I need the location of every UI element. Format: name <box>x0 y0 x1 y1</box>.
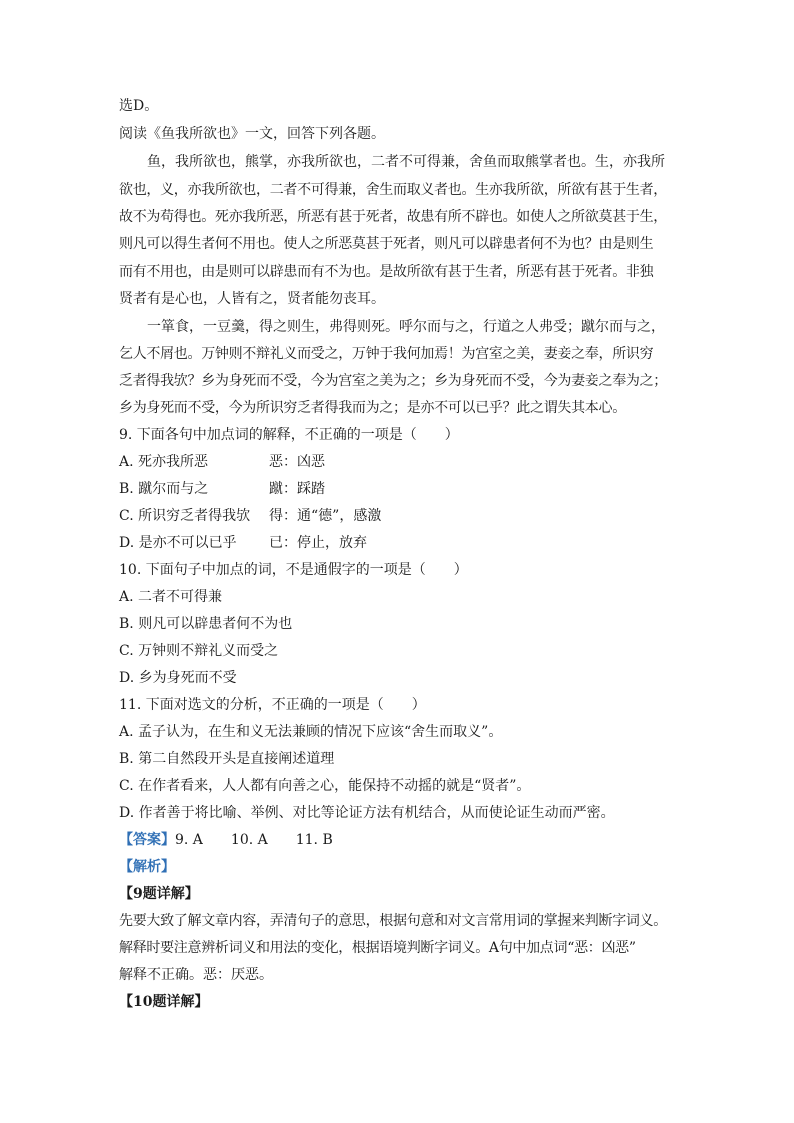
option-gloss: 蹴：踩踏 <box>269 481 325 497</box>
question-11-option-c: C. 在作者看来，人人都有向善之心，能保持不动摇的就是“贤者”。 <box>119 778 531 794</box>
passage-p1-line-2: 欲也，义，亦我所欲也，二者不可得兼，舍生而取义者也。生亦我所欲，所欲有甚于生者， <box>119 182 667 198</box>
passage-p1-line-3: 故不为苟得也。死亦我所恶，所恶有甚于死者，故患有所不辟也。如使人之所欲莫甚于生， <box>119 209 667 225</box>
question-11-option-d: D. 作者善于将比喻、举例、对比等论证方法有机结合，从而使论证生动而严密。 <box>119 805 615 821</box>
passage-p1-line-4: 则凡可以得生者何不用也。使人之所恶莫甚于死者，则凡可以辟患者何不为也？由是则生 <box>119 236 654 252</box>
previous-answer-line: 选D。 <box>119 98 159 114</box>
detail-9-line-3: 解释不正确。恶：厌恶。 <box>119 967 273 983</box>
passage-p1-line-1: 鱼，我所欲也，熊掌，亦我所欲也，二者不可得兼，舍鱼而取熊掌者也。生，亦我所 <box>147 154 665 170</box>
option-gloss: 得：通“德”，感激 <box>269 508 382 524</box>
option-gloss: 已：停止，放弃 <box>269 535 367 551</box>
question-9-option-d <box>119 533 367 553</box>
question-9-option-b <box>119 479 325 499</box>
option-text: B. 蹴尔而与之 <box>119 481 209 497</box>
analysis-tag: 【解析】 <box>119 859 175 875</box>
passage-p1-line-6: 贤者有是心也，人皆有之，贤者能勿丧耳。 <box>119 291 385 307</box>
passage-p2-line-2: 乞人不屑也。万钟则不辩礼义而受之，万钟于我何加焉！为宫室之美，妻妾之奉，所识穷 <box>119 346 654 362</box>
question-10-option-c: C. 万钟则不辩礼义而受之 <box>119 643 279 659</box>
answer-text: 9. A 10. A 11. B <box>175 832 333 848</box>
question-9-stem: 9. 下面各句中加点词的解释，不正确的一项是（ ） <box>119 427 459 443</box>
passage-p1-line-5: 而有不用也，由是则可以辟患而有不为也。是故所欲有甚于生者，所恶有甚于死者。非独 <box>119 264 654 280</box>
question-10-option-b: B. 则凡可以辟患者何不为也 <box>119 616 293 632</box>
reading-instruction: 阅读《鱼我所欲也》一文，回答下列各题。 <box>119 126 385 142</box>
detail-9-line-2: 解释时要注意辨析词义和用法的变化，根据语境判断字词义。A句中加点词“恶：凶恶” <box>119 940 636 956</box>
passage-p2-line-4: 乡为身死而不受，今为所识穷乏者得我而为之；是亦不可以已乎？此之谓失其本心。 <box>119 400 626 416</box>
answer-tag: 【答案】 <box>119 832 175 848</box>
question-10-stem: 10. 下面句子中加点的词，不是通假字的一项是（ ） <box>119 562 468 578</box>
passage-p2-line-1: 一箪食，一豆羹，得之则生，弗得则死。呼尔而与之，行道之人弗受；蹴尔而与之， <box>147 319 665 335</box>
passage-p2-line-3: 乏者得我欤？乡为身死而不受，今为宫室之美为之；乡为身死而不受，今为妻妾之奉为之； <box>119 373 667 389</box>
question-10-option-d: D. 乡为身死而不受 <box>119 670 237 686</box>
question-9-option-c <box>119 506 381 526</box>
question-11-stem: 11. 下面对选文的分析，不正确的一项是（ ） <box>119 697 426 713</box>
question-10-option-a: A. 二者不可得兼 <box>119 589 223 605</box>
option-text: D. 是亦不可以已乎 <box>119 535 237 551</box>
detail-9-heading: 【9题详解】 <box>119 886 199 902</box>
answer-line <box>119 830 333 850</box>
analysis-line <box>119 857 175 877</box>
question-11-option-b: B. 第二自然段开头是直接阐述道理 <box>119 751 335 767</box>
question-11-option-a: A. 孟子认为，在生和义无法兼顾的情况下应该“舍生而取义”。 <box>119 724 503 740</box>
option-text: A. 死亦我所恶 <box>119 454 209 470</box>
detail-9-line-1: 先要大致了解文章内容，弄清句子的意思，根据句意和对文言常用词的掌握来判断字词义。 <box>119 913 667 929</box>
option-text: C. 所识穷乏者得我欤 <box>119 508 251 524</box>
detail-10-heading: 【10题详解】 <box>119 994 209 1010</box>
question-9-option-a <box>119 452 325 472</box>
option-gloss: 恶：凶恶 <box>269 454 325 470</box>
